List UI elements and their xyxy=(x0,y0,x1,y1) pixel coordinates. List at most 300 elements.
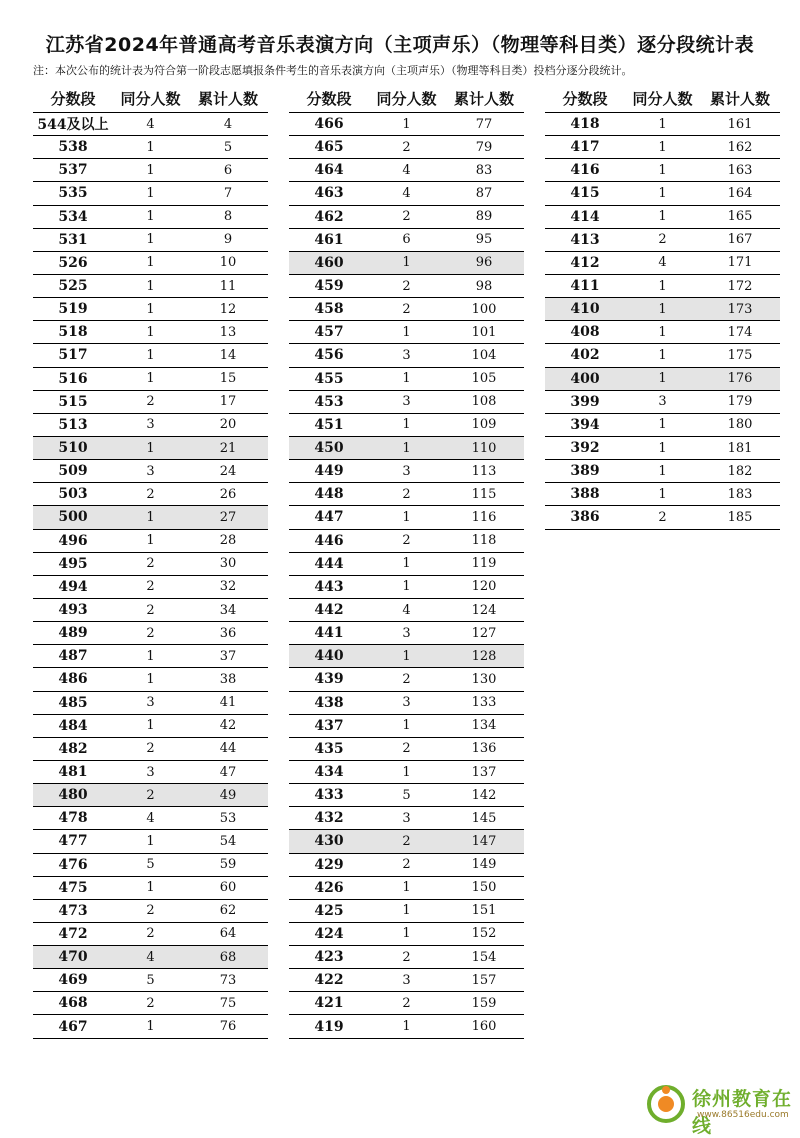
cell-cumulative-count: 13 xyxy=(219,324,237,340)
table-row xyxy=(545,182,780,205)
cell-score: 432 xyxy=(314,810,344,827)
cell-same-count: 3 xyxy=(402,347,411,363)
table-row xyxy=(289,923,524,946)
table-row xyxy=(289,275,524,298)
table-row xyxy=(33,854,268,877)
cell-score: 402 xyxy=(570,347,600,364)
table-row xyxy=(33,460,268,483)
cell-score: 462 xyxy=(314,208,344,225)
table-row xyxy=(33,182,268,205)
table-row xyxy=(289,692,524,715)
cell-score: 394 xyxy=(570,416,600,433)
cell-cumulative-count: 142 xyxy=(471,787,497,803)
cell-score: 411 xyxy=(570,278,600,295)
cell-score: 410 xyxy=(570,301,600,318)
cell-score: 480 xyxy=(58,787,88,804)
cell-score: 435 xyxy=(314,740,344,757)
cell-score: 469 xyxy=(58,972,88,989)
cell-score: 455 xyxy=(314,370,344,387)
table-row xyxy=(33,344,268,367)
cell-same-count: 2 xyxy=(402,486,411,502)
cell-same-count: 1 xyxy=(658,371,667,387)
table-row xyxy=(33,807,268,830)
table-row xyxy=(33,877,268,900)
cell-cumulative-count: 116 xyxy=(471,509,497,525)
cell-cumulative-count: 154 xyxy=(471,949,497,965)
cell-score: 388 xyxy=(570,486,600,503)
cell-score: 487 xyxy=(58,648,88,665)
table-row xyxy=(33,229,268,252)
cell-cumulative-count: 62 xyxy=(219,903,237,919)
table-row xyxy=(33,784,268,807)
cell-cumulative-count: 130 xyxy=(471,671,497,687)
table-note: 注：本次公布的统计表为符合第一阶段志愿填报条件考生的音乐表演方向（主项声乐）（物理等科目类）投档分逐分段统计。 xyxy=(33,64,633,77)
cell-score: 422 xyxy=(314,972,344,989)
header-score: 分数段 xyxy=(306,90,352,108)
cell-score: 544及以上 xyxy=(37,117,109,134)
cell-cumulative-count: 172 xyxy=(727,278,753,294)
cell-same-count: 2 xyxy=(146,625,155,641)
cell-same-count: 2 xyxy=(402,741,411,757)
cell-cumulative-count: 20 xyxy=(219,417,237,433)
cell-score: 468 xyxy=(58,995,88,1012)
cell-cumulative-count: 26 xyxy=(219,486,237,502)
table-row xyxy=(545,368,780,391)
table-row xyxy=(289,159,524,182)
cell-score: 472 xyxy=(58,925,88,942)
cell-same-count: 3 xyxy=(146,695,155,711)
cell-same-count: 1 xyxy=(146,648,155,664)
cell-same-count: 1 xyxy=(402,1019,411,1035)
table-row xyxy=(289,252,524,275)
cell-score: 433 xyxy=(314,787,344,804)
cell-score: 517 xyxy=(58,347,88,364)
table-row xyxy=(289,738,524,761)
cell-cumulative-count: 7 xyxy=(223,185,233,201)
cell-score: 460 xyxy=(314,254,344,271)
cell-same-count: 1 xyxy=(658,347,667,363)
cell-cumulative-count: 54 xyxy=(219,833,237,849)
cell-same-count: 2 xyxy=(402,278,411,294)
cell-same-count: 4 xyxy=(402,602,411,618)
cell-score: 482 xyxy=(58,740,88,757)
cell-score: 458 xyxy=(314,301,344,318)
cell-score: 450 xyxy=(314,440,344,457)
header-same: 同分人数 xyxy=(376,90,437,108)
cell-same-count: 3 xyxy=(146,764,155,780)
table-row xyxy=(545,506,780,529)
cell-same-count: 2 xyxy=(402,301,411,317)
header-cumulative: 累计人数 xyxy=(453,90,514,108)
cell-cumulative-count: 9 xyxy=(223,232,233,248)
cell-same-count: 1 xyxy=(146,718,155,734)
cell-cumulative-count: 124 xyxy=(471,602,497,618)
table-row xyxy=(33,553,268,576)
cell-score: 421 xyxy=(314,995,344,1012)
cell-same-count: 1 xyxy=(402,371,411,387)
cell-same-count: 1 xyxy=(402,764,411,780)
cell-cumulative-count: 113 xyxy=(471,463,497,479)
table-row xyxy=(289,599,524,622)
cell-same-count: 3 xyxy=(658,394,667,410)
table-row xyxy=(289,1015,524,1038)
table-row xyxy=(33,1015,268,1038)
table-row xyxy=(289,506,524,529)
cell-cumulative-count: 5 xyxy=(223,139,233,155)
cell-same-count: 2 xyxy=(402,533,411,549)
cell-same-count: 1 xyxy=(146,278,155,294)
cell-cumulative-count: 24 xyxy=(219,463,237,479)
table-row xyxy=(33,298,268,321)
table-row xyxy=(289,645,524,668)
cell-score: 418 xyxy=(570,116,600,133)
cell-score: 525 xyxy=(58,278,88,295)
cell-same-count: 1 xyxy=(146,162,155,178)
cell-cumulative-count: 42 xyxy=(219,718,237,734)
cell-cumulative-count: 30 xyxy=(219,556,237,572)
cell-cumulative-count: 11 xyxy=(219,278,237,294)
cell-score: 451 xyxy=(314,416,344,433)
cell-cumulative-count: 105 xyxy=(471,371,497,387)
cell-score: 430 xyxy=(314,833,344,850)
cell-same-count: 3 xyxy=(402,463,411,479)
cell-same-count: 1 xyxy=(402,903,411,919)
table-row xyxy=(289,437,524,460)
cell-cumulative-count: 60 xyxy=(219,880,237,896)
cell-score: 441 xyxy=(314,625,344,642)
table-row xyxy=(33,992,268,1015)
cell-score: 516 xyxy=(58,370,88,387)
cell-same-count: 1 xyxy=(402,440,411,456)
cell-same-count: 2 xyxy=(146,579,155,595)
header-cumulative: 累计人数 xyxy=(709,90,770,108)
cell-score: 438 xyxy=(314,694,344,711)
cell-same-count: 1 xyxy=(402,556,411,572)
cell-cumulative-count: 137 xyxy=(471,764,497,780)
cell-cumulative-count: 49 xyxy=(219,787,237,803)
cell-score: 503 xyxy=(58,486,88,503)
cell-same-count: 1 xyxy=(146,440,155,456)
watermark-url: www.86516edu.com xyxy=(697,1110,789,1120)
cell-same-count: 2 xyxy=(146,995,155,1011)
cell-same-count: 4 xyxy=(146,949,155,965)
table-row xyxy=(33,136,268,159)
table-row xyxy=(289,576,524,599)
table-row xyxy=(33,321,268,344)
table-row xyxy=(545,437,780,460)
cell-same-count: 1 xyxy=(402,417,411,433)
table-row xyxy=(545,113,780,136)
cell-score: 538 xyxy=(58,139,88,156)
table-row xyxy=(33,206,268,229)
cell-same-count: 1 xyxy=(658,486,667,502)
cell-cumulative-count: 118 xyxy=(471,533,497,549)
header-score: 分数段 xyxy=(562,90,608,108)
cell-score: 484 xyxy=(58,717,88,734)
table-row xyxy=(545,159,780,182)
cell-score: 500 xyxy=(58,509,88,526)
cell-score: 526 xyxy=(58,254,88,271)
cell-same-count: 2 xyxy=(146,903,155,919)
table-row xyxy=(289,391,524,414)
cell-cumulative-count: 157 xyxy=(471,972,497,988)
cell-cumulative-count: 14 xyxy=(219,347,237,363)
table-row xyxy=(545,298,780,321)
cell-score: 494 xyxy=(58,578,88,595)
cell-cumulative-count: 77 xyxy=(475,116,493,132)
cell-cumulative-count: 150 xyxy=(471,880,497,896)
cell-score: 489 xyxy=(58,625,88,642)
cell-same-count: 2 xyxy=(658,232,667,248)
cell-score: 465 xyxy=(314,139,344,156)
cell-cumulative-count: 134 xyxy=(471,718,497,734)
cell-same-count: 2 xyxy=(146,602,155,618)
cell-same-count: 2 xyxy=(146,556,155,572)
cell-cumulative-count: 47 xyxy=(219,764,237,780)
cell-same-count: 1 xyxy=(658,463,667,479)
cell-same-count: 6 xyxy=(402,232,411,248)
cell-same-count: 4 xyxy=(146,810,155,826)
cell-same-count: 1 xyxy=(146,209,155,225)
cell-same-count: 1 xyxy=(658,162,667,178)
cell-same-count: 1 xyxy=(146,533,155,549)
cell-cumulative-count: 6 xyxy=(223,162,233,178)
cell-same-count: 3 xyxy=(146,417,155,433)
cell-cumulative-count: 120 xyxy=(471,579,497,595)
cell-same-count: 4 xyxy=(402,185,411,201)
table-header xyxy=(545,85,780,113)
cell-cumulative-count: 163 xyxy=(727,162,753,178)
cell-cumulative-count: 173 xyxy=(727,301,753,317)
cell-same-count: 1 xyxy=(658,324,667,340)
cell-score: 412 xyxy=(570,254,600,271)
cell-cumulative-count: 171 xyxy=(727,255,753,271)
cell-same-count: 2 xyxy=(402,949,411,965)
table-row xyxy=(33,506,268,529)
cell-cumulative-count: 181 xyxy=(727,440,753,456)
cell-score: 419 xyxy=(314,1018,344,1035)
cell-score: 447 xyxy=(314,509,344,526)
cell-score: 467 xyxy=(58,1018,88,1035)
table-row xyxy=(289,368,524,391)
table-row xyxy=(289,483,524,506)
table-row xyxy=(289,784,524,807)
cell-score: 473 xyxy=(58,902,88,919)
cell-cumulative-count: 79 xyxy=(475,139,493,155)
cell-same-count: 2 xyxy=(402,209,411,225)
cell-same-count: 4 xyxy=(658,255,667,271)
cell-score: 475 xyxy=(58,879,88,896)
cell-cumulative-count: 12 xyxy=(219,301,237,317)
cell-cumulative-count: 176 xyxy=(727,371,753,387)
table-row xyxy=(289,992,524,1015)
cell-score: 400 xyxy=(570,370,600,387)
table-row xyxy=(545,229,780,252)
cell-score: 429 xyxy=(314,856,344,873)
table-row xyxy=(545,391,780,414)
table-row xyxy=(33,692,268,715)
cell-same-count: 2 xyxy=(146,787,155,803)
table-row xyxy=(289,298,524,321)
cell-same-count: 1 xyxy=(402,718,411,734)
cell-cumulative-count: 180 xyxy=(727,417,753,433)
header-same: 同分人数 xyxy=(120,90,181,108)
cell-score: 486 xyxy=(58,671,88,688)
table-row xyxy=(289,136,524,159)
cell-cumulative-count: 98 xyxy=(475,278,493,294)
table-row xyxy=(33,530,268,553)
table-row xyxy=(33,645,268,668)
cell-score: 463 xyxy=(314,185,344,202)
cell-same-count: 3 xyxy=(402,394,411,410)
cell-score: 519 xyxy=(58,301,88,318)
cell-score: 535 xyxy=(58,185,88,202)
cell-same-count: 1 xyxy=(146,1019,155,1035)
table-row xyxy=(289,460,524,483)
table-row xyxy=(289,553,524,576)
cell-cumulative-count: 175 xyxy=(727,347,753,363)
cell-score: 425 xyxy=(314,902,344,919)
cell-cumulative-count: 89 xyxy=(475,209,493,225)
cell-cumulative-count: 165 xyxy=(727,209,753,225)
cell-cumulative-count: 27 xyxy=(219,509,237,525)
cell-score: 477 xyxy=(58,833,88,850)
cell-same-count: 3 xyxy=(402,810,411,826)
cell-score: 459 xyxy=(314,278,344,295)
cell-same-count: 1 xyxy=(658,278,667,294)
table-row xyxy=(33,599,268,622)
cell-cumulative-count: 136 xyxy=(471,741,497,757)
cell-cumulative-count: 96 xyxy=(475,255,493,271)
table-row xyxy=(289,530,524,553)
cell-same-count: 1 xyxy=(402,255,411,271)
cell-cumulative-count: 160 xyxy=(471,1019,497,1035)
cell-score: 531 xyxy=(58,231,88,248)
table-row xyxy=(33,923,268,946)
cell-score: 389 xyxy=(570,463,600,480)
table-row xyxy=(289,622,524,645)
cell-score: 466 xyxy=(314,116,344,133)
cell-same-count: 1 xyxy=(146,371,155,387)
cell-score: 534 xyxy=(58,208,88,225)
cell-score: 423 xyxy=(314,949,344,966)
cell-cumulative-count: 53 xyxy=(219,810,237,826)
table-row xyxy=(33,715,268,738)
cell-cumulative-count: 174 xyxy=(727,324,753,340)
table-row xyxy=(545,206,780,229)
cell-score: 449 xyxy=(314,463,344,480)
cell-cumulative-count: 104 xyxy=(471,347,497,363)
cell-same-count: 1 xyxy=(146,671,155,687)
table-row xyxy=(545,344,780,367)
cell-same-count: 1 xyxy=(146,232,155,248)
table-row xyxy=(33,576,268,599)
cell-cumulative-count: 161 xyxy=(727,116,753,132)
cell-score: 413 xyxy=(570,231,600,248)
cell-score: 434 xyxy=(314,764,344,780)
cell-score: 415 xyxy=(570,185,600,202)
cell-same-count: 1 xyxy=(402,648,411,664)
table-row xyxy=(33,946,268,969)
table-row xyxy=(33,483,268,506)
table-column-3 xyxy=(545,85,780,530)
cell-cumulative-count: 133 xyxy=(471,695,497,711)
cell-cumulative-count: 36 xyxy=(219,625,237,641)
table-row xyxy=(289,807,524,830)
cell-score: 399 xyxy=(570,393,600,410)
cell-score: 478 xyxy=(58,810,88,827)
cell-same-count: 1 xyxy=(402,116,411,132)
cell-score: 476 xyxy=(58,856,88,873)
cell-same-count: 2 xyxy=(402,139,411,155)
cell-cumulative-count: 34 xyxy=(219,602,237,618)
table-row xyxy=(33,414,268,437)
cell-same-count: 3 xyxy=(402,695,411,711)
cell-score: 414 xyxy=(570,208,600,225)
cell-score: 510 xyxy=(58,440,88,457)
cell-cumulative-count: 108 xyxy=(471,394,497,410)
cell-score: 440 xyxy=(314,648,344,665)
cell-score: 456 xyxy=(314,347,344,364)
cell-same-count: 2 xyxy=(402,671,411,687)
cell-score: 386 xyxy=(570,509,600,526)
table-row xyxy=(289,900,524,923)
cell-cumulative-count: 38 xyxy=(219,671,237,687)
cell-cumulative-count: 183 xyxy=(727,486,753,502)
cell-cumulative-count: 182 xyxy=(727,463,753,479)
cell-cumulative-count: 15 xyxy=(219,371,237,387)
cell-cumulative-count: 28 xyxy=(219,533,237,549)
cell-same-count: 1 xyxy=(658,139,667,155)
cell-cumulative-count: 145 xyxy=(471,810,497,826)
cell-score: 515 xyxy=(58,393,88,410)
cell-cumulative-count: 10 xyxy=(219,255,237,271)
table-row xyxy=(33,622,268,645)
cell-score: 448 xyxy=(314,486,344,503)
cell-cumulative-count: 101 xyxy=(471,324,497,340)
cell-score: 518 xyxy=(58,324,88,341)
table-row xyxy=(289,113,524,136)
cell-score: 470 xyxy=(58,949,88,966)
table-header xyxy=(289,85,524,113)
cell-cumulative-count: 21 xyxy=(219,440,237,456)
cell-cumulative-count: 37 xyxy=(219,648,237,664)
cell-cumulative-count: 44 xyxy=(219,741,237,757)
cell-score: 424 xyxy=(314,925,344,942)
table-row xyxy=(289,946,524,969)
cell-same-count: 3 xyxy=(402,972,411,988)
cell-same-count: 1 xyxy=(658,301,667,317)
cell-cumulative-count: 8 xyxy=(223,209,233,225)
cell-cumulative-count: 75 xyxy=(219,995,237,1011)
header-same: 同分人数 xyxy=(632,90,693,108)
cell-score: 446 xyxy=(314,532,344,549)
cell-cumulative-count: 59 xyxy=(219,857,237,873)
table-row xyxy=(289,182,524,205)
cell-cumulative-count: 149 xyxy=(471,857,497,873)
table-row xyxy=(289,414,524,437)
cell-score: 444 xyxy=(314,555,344,572)
table-row xyxy=(545,136,780,159)
cell-score: 461 xyxy=(314,231,344,248)
cell-same-count: 5 xyxy=(402,787,411,803)
cell-score: 464 xyxy=(314,162,344,179)
table-row xyxy=(33,437,268,460)
cell-cumulative-count: 185 xyxy=(727,509,753,525)
page-title: 江苏省2024年普通高考音乐表演方向（主项声乐）（物理等科目类）逐分段统计表 xyxy=(45,34,755,56)
cell-cumulative-count: 83 xyxy=(475,162,493,178)
table-row xyxy=(545,460,780,483)
